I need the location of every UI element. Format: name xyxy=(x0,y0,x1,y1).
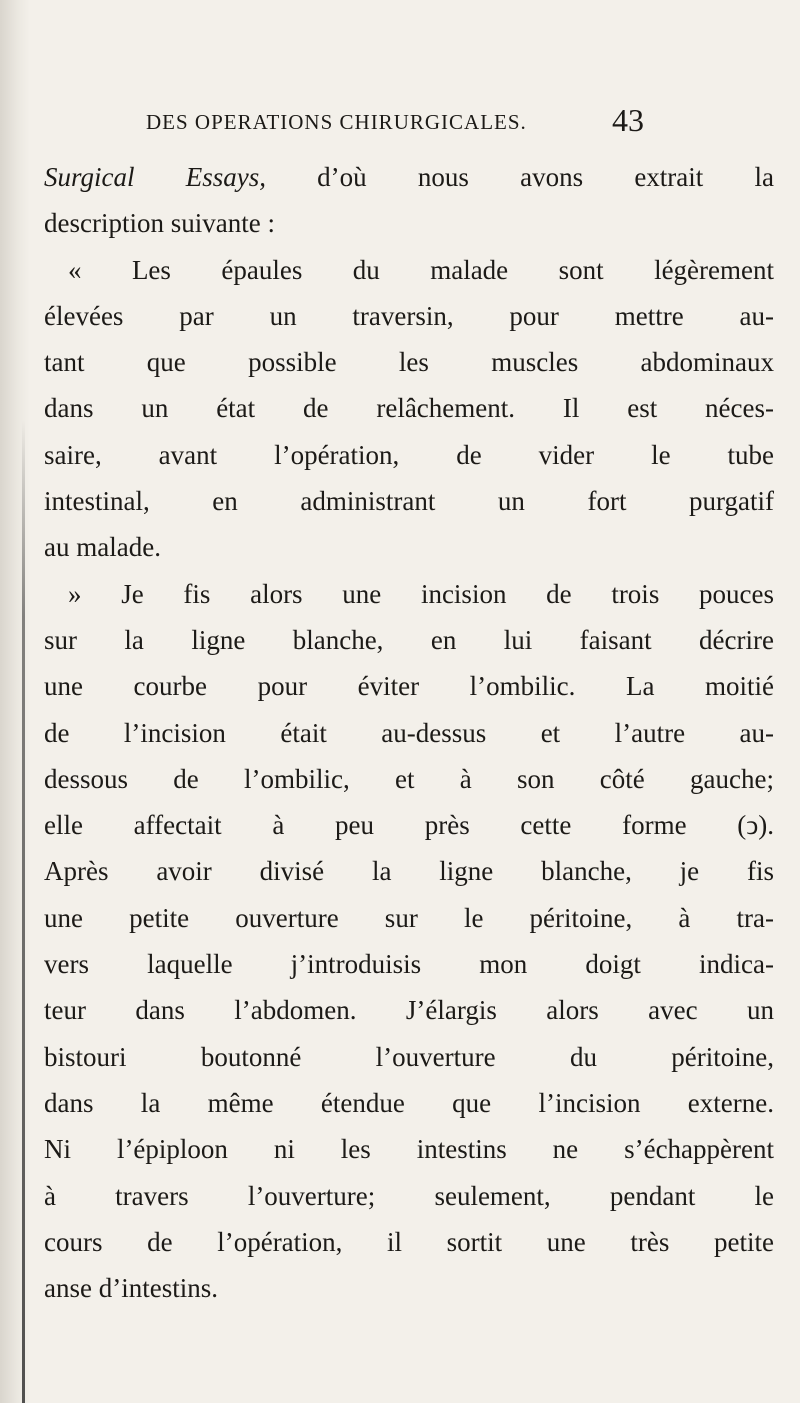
text-line: une courbe pour éviter l’ombilic. La moitié xyxy=(44,671,774,702)
binding-shadow xyxy=(22,420,25,1403)
body-text xyxy=(44,154,774,1311)
text-line: dessous de l’ombilic, et à son côté gauche; xyxy=(44,763,774,794)
text-line: bistouri boutonné l’ouverture du péritoine, xyxy=(44,1041,774,1072)
page-header xyxy=(0,102,800,146)
text-line: Après avoir divisé la ligne blanche, je fis xyxy=(44,856,774,887)
text-line: Ni l’épiploon ni les intestins ne s’échappèrent xyxy=(44,1134,774,1165)
italic-title: Surgical Essays, xyxy=(44,162,266,192)
text-line: sur la ligne blanche, en lui faisant décrire xyxy=(44,624,774,655)
text-line: « Les épaules du malade sont légèrement xyxy=(68,254,774,285)
text-line: elle affectait à peu près cette forme (ↄ). xyxy=(44,810,774,841)
text-line: teur dans l’abdomen. J’élargis alors avec un xyxy=(44,995,774,1026)
text-line: dans un état de relâchement. Il est néces- xyxy=(44,393,774,424)
text-line xyxy=(44,154,774,200)
text-line: vers laquelle j’introduisis mon doigt indica- xyxy=(44,949,774,980)
text-line: au malade. xyxy=(44,532,161,563)
text-line: dans la même étendue que l’incision externe. xyxy=(44,1087,774,1118)
text-line: une petite ouverture sur le péritoine, à tra- xyxy=(44,902,774,933)
text-line: intestinal, en administrant un fort purgatif xyxy=(44,486,774,517)
page-edge xyxy=(0,0,30,1403)
text-line: de l’incision était au-dessus et l’autre au- xyxy=(44,717,774,748)
text-line: anse d’intestins. xyxy=(44,1273,218,1304)
text-line: cours de l’opération, il sortit une très petite xyxy=(44,1226,774,1257)
text-line: à travers l’ouverture; seulement, pendant le xyxy=(44,1180,774,1211)
text-line: tant que possible les muscles abdominaux xyxy=(44,347,774,378)
running-head: DES OPERATIONS CHIRURGICALES. xyxy=(146,110,527,134)
page-number: 43 xyxy=(612,102,644,138)
text-line: élevées par un traversin, pour mettre au- xyxy=(44,300,774,331)
text-line-rest: d’où nous avons extrait la xyxy=(265,162,774,192)
text-line: » Je fis alors une incision de trois pouces xyxy=(68,578,774,609)
text-line: saire, avant l’opération, de vider le tube xyxy=(44,439,774,470)
text-line: description suivante : xyxy=(44,208,275,239)
